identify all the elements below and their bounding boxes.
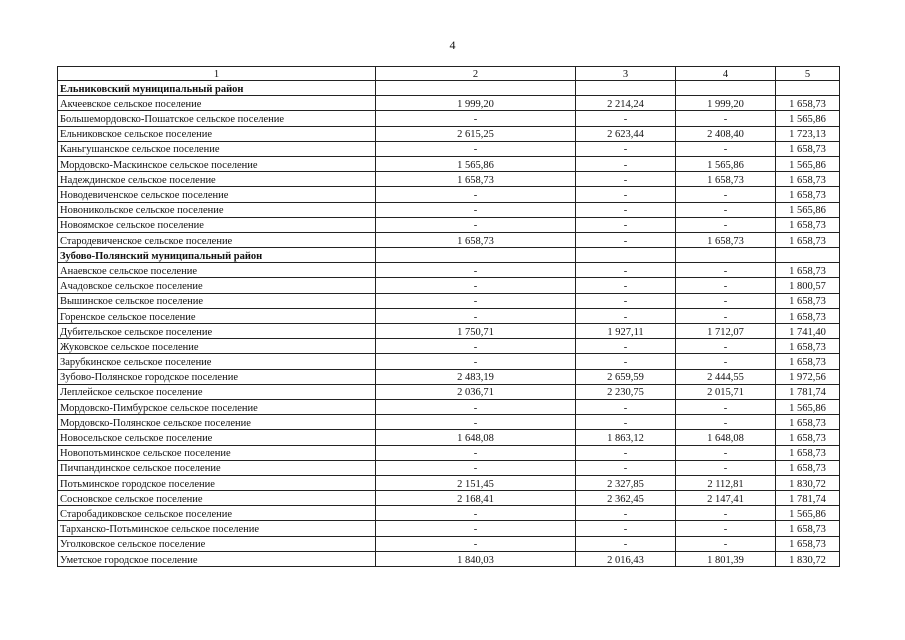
column-3-value: 1 863,12 [576, 430, 676, 445]
table-row [58, 521, 840, 536]
column-5-value: 1 565,86 [776, 202, 840, 217]
column-2-value: 1 658,73 [376, 232, 576, 247]
column-5-value: 1 658,73 [776, 293, 840, 308]
column-4-value: 1 801,39 [676, 551, 776, 566]
table-row [58, 172, 840, 187]
column-4-value: 1 658,73 [676, 232, 776, 247]
column-4-value: - [676, 399, 776, 414]
column-3-value: - [576, 445, 676, 460]
table-row [58, 263, 840, 278]
table-row [58, 293, 840, 308]
table-row [58, 415, 840, 430]
column-3-value: - [576, 339, 676, 354]
settlement-name-cell: Новоямское сельское поселение [58, 217, 376, 232]
column-4-value: - [676, 506, 776, 521]
settlement-name-cell: Зарубкинское сельское поселение [58, 354, 376, 369]
table-body [58, 81, 840, 567]
column-3-value: 2 659,59 [576, 369, 676, 384]
column-2-value: 1 658,73 [376, 172, 576, 187]
column-3-value: - [576, 278, 676, 293]
column-4-value: - [676, 187, 776, 202]
settlement-name-cell: Мордовско-Пимбурское сельское поселение [58, 399, 376, 414]
district-header-row [58, 248, 840, 263]
column-4-value: - [676, 354, 776, 369]
column-3-value: - [576, 217, 676, 232]
column-4-value: 1 648,08 [676, 430, 776, 445]
page-number: 4 [449, 38, 456, 52]
column-5-value: 1 658,73 [776, 445, 840, 460]
column-3-value: - [576, 172, 676, 187]
column-3-value: 2 623,44 [576, 126, 676, 141]
column-4-value: - [676, 536, 776, 551]
column-3-value: - [576, 399, 676, 414]
column-5-value: 1 658,73 [776, 141, 840, 156]
settlement-name-cell: Уголковское сельское поселение [58, 536, 376, 551]
column-2-value: 1 648,08 [376, 430, 576, 445]
settlement-name-cell: Леплейское сельское поселение [58, 384, 376, 399]
column-header-3: 3 [576, 67, 676, 81]
table-row [58, 445, 840, 460]
column-5-value: 1 565,86 [776, 111, 840, 126]
column-4-value: - [676, 308, 776, 323]
column-2-value: - [376, 415, 576, 430]
settlement-name-cell: Горенское сельское поселение [58, 308, 376, 323]
column-5-value: 1 658,73 [776, 217, 840, 232]
settlement-name-cell: Уметское городское поселение [58, 551, 376, 566]
column-2-value: - [376, 111, 576, 126]
column-2-value: - [376, 308, 576, 323]
column-2-value: - [376, 445, 576, 460]
column-4-value: - [676, 460, 776, 475]
district-name-cell: Ельниковский муниципальный район [58, 81, 376, 96]
column-3-value: 2 327,85 [576, 475, 676, 490]
column-5-value: 1 781,74 [776, 384, 840, 399]
column-5-value: 1 781,74 [776, 491, 840, 506]
table-row [58, 187, 840, 202]
column-2-value: 2 151,45 [376, 475, 576, 490]
column-3-value: - [576, 156, 676, 171]
column-4-value: - [676, 202, 776, 217]
column-2-value: - [376, 278, 576, 293]
column-5-value: 1 830,72 [776, 475, 840, 490]
settlement-name-cell: Новодевиченское сельское поселение [58, 187, 376, 202]
settlement-name-cell: Ельниковское сельское поселение [58, 126, 376, 141]
settlement-name-cell: Анаевское сельское поселение [58, 263, 376, 278]
column-3-value: - [576, 415, 676, 430]
settlement-name-cell: Новопотьминское сельское поселение [58, 445, 376, 460]
table-row [58, 475, 840, 490]
column-5-value: 1 565,86 [776, 399, 840, 414]
settlement-name-cell: Ачадовское сельское поселение [58, 278, 376, 293]
column-2-value: 2 168,41 [376, 491, 576, 506]
column-5-value: 1 658,73 [776, 187, 840, 202]
column-2-value: - [376, 506, 576, 521]
column-3-value: 1 927,11 [576, 324, 676, 339]
settlement-name-cell: Вышинское сельское поселение [58, 293, 376, 308]
column-2-value: - [376, 460, 576, 475]
table-row [58, 384, 840, 399]
settlement-name-cell: Новосельское сельское поселение [58, 430, 376, 445]
table-row [58, 536, 840, 551]
column-4-value: 2 147,41 [676, 491, 776, 506]
district-header-row [58, 81, 840, 96]
column-4-value: - [676, 339, 776, 354]
column-3-value: - [576, 232, 676, 247]
column-5-value: 1 741,40 [776, 324, 840, 339]
column-4-value: - [676, 263, 776, 278]
column-5-value: 1 800,57 [776, 278, 840, 293]
table-row [58, 354, 840, 369]
table-row [58, 339, 840, 354]
table-row [58, 232, 840, 247]
table-row [58, 96, 840, 111]
column-2-value: - [376, 217, 576, 232]
column-2-value: - [376, 187, 576, 202]
column-3-value: - [576, 521, 676, 536]
column-3-value: - [576, 308, 676, 323]
column-5-value [776, 248, 840, 263]
table-row [58, 369, 840, 384]
table-row [58, 506, 840, 521]
settlement-name-cell: Старобадиковское сельское поселение [58, 506, 376, 521]
column-3-value: - [576, 293, 676, 308]
column-2-value: - [376, 263, 576, 278]
column-3-value: - [576, 506, 676, 521]
column-5-value: 1 972,56 [776, 369, 840, 384]
settlement-name-cell: Дубительское сельское поселение [58, 324, 376, 339]
column-2-value: - [376, 399, 576, 414]
column-3-value [576, 81, 676, 96]
column-header-5: 5 [776, 67, 840, 81]
column-3-value: 2 214,24 [576, 96, 676, 111]
settlement-name-cell: Большемордовско-Пошатское сельское поселение [58, 111, 376, 126]
table-row [58, 399, 840, 414]
column-2-value: 1 840,03 [376, 551, 576, 566]
column-5-value: 1 658,73 [776, 263, 840, 278]
column-5-value: 1 658,73 [776, 354, 840, 369]
column-2-value [376, 248, 576, 263]
column-2-value [376, 81, 576, 96]
column-3-value: - [576, 536, 676, 551]
settlement-name-cell: Пичпандинское сельское поселение [58, 460, 376, 475]
column-5-value: 1 658,73 [776, 415, 840, 430]
table-row [58, 308, 840, 323]
column-2-value: - [376, 536, 576, 551]
column-3-value: 2 016,43 [576, 551, 676, 566]
settlement-name-cell: Мордовско-Маскинское сельское поселение [58, 156, 376, 171]
settlement-name-cell: Новоникольское сельское поселение [58, 202, 376, 217]
column-5-value: 1 565,86 [776, 506, 840, 521]
table-row [58, 460, 840, 475]
column-3-value [576, 248, 676, 263]
column-3-value: - [576, 460, 676, 475]
column-4-value [676, 81, 776, 96]
settlement-name-cell: Каньгушанское сельское поселение [58, 141, 376, 156]
column-5-value: 1 830,72 [776, 551, 840, 566]
settlement-name-cell: Жуковское сельское поселение [58, 339, 376, 354]
column-2-value: 1 750,71 [376, 324, 576, 339]
column-5-value: 1 658,73 [776, 232, 840, 247]
settlement-name-cell: Тарханско-Потьминское сельское поселение [58, 521, 376, 536]
column-5-value: 1 658,73 [776, 96, 840, 111]
column-3-value: - [576, 202, 676, 217]
column-4-value: 2 408,40 [676, 126, 776, 141]
column-header-2: 2 [376, 67, 576, 81]
settlement-name-cell: Потьминское городское поселение [58, 475, 376, 490]
column-5-value: 1 658,73 [776, 308, 840, 323]
column-3-value: - [576, 111, 676, 126]
column-3-value: - [576, 354, 676, 369]
settlement-name-cell: Зубово-Полянское городское поселение [58, 369, 376, 384]
column-5-value: 1 658,73 [776, 460, 840, 475]
column-4-value: - [676, 141, 776, 156]
table-row [58, 551, 840, 566]
column-5-value: 1 658,73 [776, 172, 840, 187]
column-5-value: 1 658,73 [776, 430, 840, 445]
district-name-cell: Зубово-Полянский муниципальный район [58, 248, 376, 263]
table-row [58, 491, 840, 506]
column-5-value: 1 658,73 [776, 339, 840, 354]
settlement-name-cell: Надеждинское сельское поселение [58, 172, 376, 187]
column-5-value: 1 565,86 [776, 156, 840, 171]
table-row [58, 324, 840, 339]
column-5-value: 1 658,73 [776, 536, 840, 551]
column-3-value: 2 230,75 [576, 384, 676, 399]
column-3-value: - [576, 263, 676, 278]
table-row [58, 430, 840, 445]
table-row [58, 278, 840, 293]
column-5-value [776, 81, 840, 96]
column-4-value: 1 565,86 [676, 156, 776, 171]
table-row [58, 126, 840, 141]
column-4-value: 1 658,73 [676, 172, 776, 187]
settlement-name-cell: Сосновское сельское поселение [58, 491, 376, 506]
tariff-table [57, 66, 840, 567]
column-2-value: 2 483,19 [376, 369, 576, 384]
column-3-value: 2 362,45 [576, 491, 676, 506]
column-2-value: 2 615,25 [376, 126, 576, 141]
column-4-value: - [676, 293, 776, 308]
column-4-value: - [676, 278, 776, 293]
column-4-value: - [676, 521, 776, 536]
column-4-value [676, 248, 776, 263]
column-2-value: - [376, 354, 576, 369]
column-4-value: - [676, 445, 776, 460]
table-row [58, 156, 840, 171]
table-row [58, 202, 840, 217]
column-4-value: 2 444,55 [676, 369, 776, 384]
column-5-value: 1 658,73 [776, 521, 840, 536]
column-2-value: - [376, 521, 576, 536]
column-4-value: - [676, 111, 776, 126]
column-header-4: 4 [676, 67, 776, 81]
column-4-value: 2 112,81 [676, 475, 776, 490]
column-4-value: - [676, 415, 776, 430]
settlement-name-cell: Акчеевское сельское поселение [58, 96, 376, 111]
column-4-value: 1 999,20 [676, 96, 776, 111]
column-2-value: 2 036,71 [376, 384, 576, 399]
column-2-value: - [376, 293, 576, 308]
column-3-value: - [576, 141, 676, 156]
column-5-value: 1 723,13 [776, 126, 840, 141]
table-row [58, 217, 840, 232]
column-2-value: - [376, 141, 576, 156]
column-3-value: - [576, 187, 676, 202]
column-number-row [58, 67, 840, 81]
column-4-value: - [676, 217, 776, 232]
column-header-1: 1 [58, 67, 376, 81]
column-2-value: 1 565,86 [376, 156, 576, 171]
column-4-value: 2 015,71 [676, 384, 776, 399]
table-row [58, 111, 840, 126]
column-2-value: - [376, 202, 576, 217]
settlement-name-cell: Стародевиченское сельское поселение [58, 232, 376, 247]
column-2-value: - [376, 339, 576, 354]
table-row [58, 141, 840, 156]
settlement-name-cell: Мордовско-Полянское сельское поселение [58, 415, 376, 430]
column-4-value: 1 712,07 [676, 324, 776, 339]
column-2-value: 1 999,20 [376, 96, 576, 111]
